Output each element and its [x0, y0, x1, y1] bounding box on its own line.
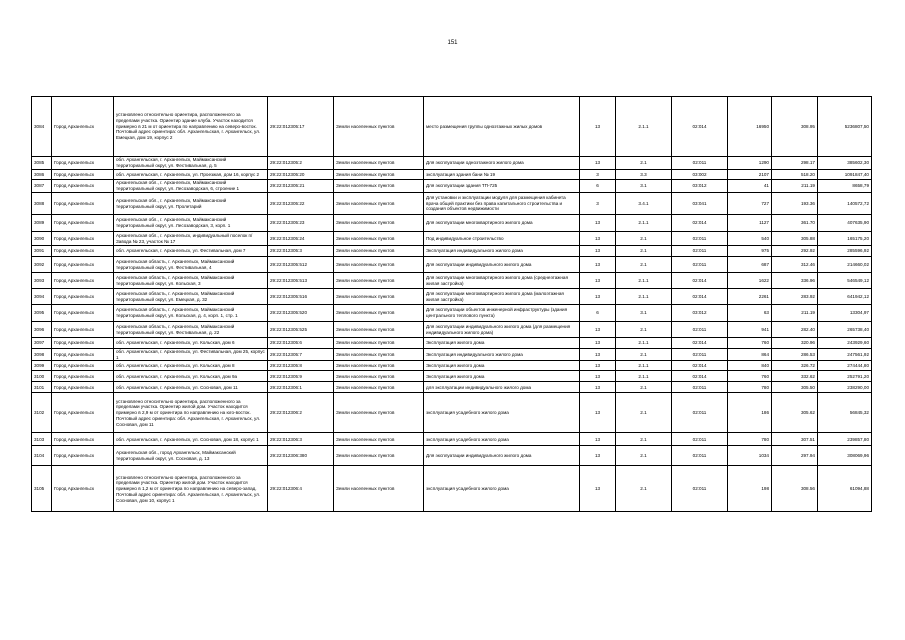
row-number: 3102	[32, 393, 52, 433]
table-row	[32, 170, 872, 180]
row-group-code: 13	[580, 361, 616, 371]
row-area: 760	[728, 338, 772, 349]
row-cadastral-number: 29:22:012305:21	[268, 180, 334, 193]
row-group-code: 3	[580, 193, 616, 215]
row-specific-value: 211.19	[772, 180, 818, 193]
row-area: 941	[728, 322, 772, 338]
row-municipality: Город Архангельск	[52, 361, 114, 371]
row-specific-value: 282.40	[772, 322, 818, 338]
row-area: 1622	[728, 273, 772, 289]
row-use-code: 2.1	[616, 466, 672, 512]
row-cadastral-number: 29:22:012305:8	[268, 361, 334, 371]
row-use-code: 2.1.1	[616, 273, 672, 289]
row-cadastral-number: 29:22:012305:9	[268, 371, 334, 382]
row-number: 3095	[32, 305, 52, 322]
row-municipality: Город Архангельск	[52, 305, 114, 322]
row-permitted-use: Для эксплуатации здания ТП-725	[424, 180, 580, 193]
row-specific-value: 336.96	[772, 273, 818, 289]
row-municipality: Город Архангельск	[52, 170, 114, 180]
row-address: обл. Архангельская, г. Архангельск, ул. Проезжая, дом 16, корпус 2	[114, 170, 268, 180]
row-use-code: 2.1	[616, 246, 672, 257]
row-number: 3091	[32, 246, 52, 257]
row-group-code: 13	[580, 246, 616, 257]
row-municipality: Город Архангельск	[52, 466, 114, 512]
row-cadastral-value: 214660,02	[818, 257, 872, 273]
row-use-code: 3.3	[616, 170, 672, 180]
row-subgroup-code: 02:014	[672, 361, 728, 371]
row-land-category: Земли населенных пунктов	[334, 170, 424, 180]
row-permitted-use: Эксплуатация жилого дома	[424, 338, 580, 349]
row-land-category: Земли населенных пунктов	[334, 382, 424, 393]
row-specific-value: 286.53	[772, 349, 818, 361]
row-cadastral-number: 29:22:012306:380	[268, 446, 334, 466]
row-use-code: 2.1.1	[616, 371, 672, 382]
table-row	[32, 97, 872, 157]
row-group-code: 13	[580, 433, 616, 446]
row-municipality: Город Архангельск	[52, 433, 114, 446]
row-specific-value: 193.36	[772, 193, 818, 215]
row-cadastral-value: 140572,72	[818, 193, 872, 215]
row-cadastral-number: 29:22:012305:6	[268, 338, 334, 349]
row-group-code: 6	[580, 180, 616, 193]
table-row	[32, 257, 872, 273]
row-group-code: 6	[580, 305, 616, 322]
row-cadastral-value: 265738,40	[818, 322, 872, 338]
row-area: 1290	[728, 157, 772, 170]
row-subgroup-code: 02:011	[672, 433, 728, 446]
row-subgroup-code: 02:011	[672, 349, 728, 361]
table-row	[32, 246, 872, 257]
row-use-code: 2.1	[616, 257, 672, 273]
row-group-code: 13	[580, 393, 616, 433]
row-permitted-use: Для эксплуатации индивидуального жилого дома	[424, 446, 580, 466]
row-municipality: Город Архангельск	[52, 257, 114, 273]
table-row	[32, 393, 872, 433]
row-group-code: 13	[580, 97, 616, 157]
row-cadastral-number: 29:22:012305:20	[268, 170, 334, 180]
row-subgroup-code: 02:014	[672, 338, 728, 349]
row-cadastral-value: 285596,92	[818, 246, 872, 257]
table-row	[32, 305, 872, 322]
row-cadastral-value: 8658,79	[818, 180, 872, 193]
row-area: 1034	[728, 446, 772, 466]
row-use-code: 2.1	[616, 322, 672, 338]
row-number: 3100	[32, 371, 52, 382]
row-use-code: 3.1	[616, 180, 672, 193]
row-land-category: Земли населенных пунктов	[334, 393, 424, 433]
row-address: Архангельская обл., г. Архангельск, Маймаксанский территориальный округ, ул. Пролетарий	[114, 193, 268, 215]
row-address: Архангельская область, г. Архангельск, Маймаксанский территориальный округ, ул. Емецкая, д. 32	[114, 289, 268, 305]
row-subgroup-code: 02:014	[672, 273, 728, 289]
row-address: Архангельская обл., г. Архангельск, индивидуальный поселок п/Завода № 23, участок № 17	[114, 232, 268, 246]
row-municipality: Город Архангельск	[52, 393, 114, 433]
row-address: обл. Архангельская, г. Архангельск, Маймаксанский территориальный округ, ул. Фестивальная, д. 5	[114, 157, 268, 170]
row-specific-value: 320.96	[772, 338, 818, 349]
row-address: Архангельская область, г. Архангельск, Маймаксанский территориальный округ, ул. Фестивальная, д. 22	[114, 322, 268, 338]
row-subgroup-code: 02:014	[672, 215, 728, 232]
row-area: 1127	[728, 215, 772, 232]
page-number: 151	[447, 40, 458, 46]
row-use-code: 2.1	[616, 446, 672, 466]
row-permitted-use: Для эксплуатации одноэтажного жилого дома	[424, 157, 580, 170]
table-row	[32, 157, 872, 170]
row-permitted-use: эксплуатация усадебного жилого дома	[424, 466, 580, 512]
row-cadastral-value: 165175,20	[818, 232, 872, 246]
row-subgroup-code: 02:011	[672, 257, 728, 273]
row-address: обл. Архангельская, г. Архангельск, ул. Кольская, дом 9а	[114, 371, 268, 382]
cadastral-value-table	[31, 96, 872, 512]
row-subgroup-code: 02:014	[672, 97, 728, 157]
row-land-category: Земли населенных пунктов	[334, 322, 424, 338]
row-use-code: 2.1	[616, 157, 672, 170]
row-municipality: Город Архангельск	[52, 338, 114, 349]
row-land-category: Земли населенных пунктов	[334, 246, 424, 257]
row-group-code: 13	[580, 349, 616, 361]
row-specific-value: 308.56	[772, 466, 818, 512]
row-specific-value: 297.94	[772, 446, 818, 466]
row-permitted-use: Эксплуатация индивидуального жилого дома	[424, 246, 580, 257]
row-area: 198	[728, 466, 772, 512]
row-area: 780	[728, 433, 772, 446]
row-subgroup-code: 02:011	[672, 322, 728, 338]
row-cadastral-value: 238290,00	[818, 382, 872, 393]
table-row	[32, 446, 872, 466]
row-cadastral-value: 5236807,50	[818, 97, 872, 157]
table-row	[32, 215, 872, 232]
row-number: 3105	[32, 466, 52, 512]
row-municipality: Город Архангельск	[52, 322, 114, 338]
row-subgroup-code: 02:011	[672, 446, 728, 466]
row-subgroup-code: 02:011	[672, 393, 728, 433]
row-cadastral-value: 641942,12	[818, 289, 872, 305]
table-row	[32, 322, 872, 338]
row-specific-value: 305.50	[772, 382, 818, 393]
table-row	[32, 180, 872, 193]
row-use-code: 2.1	[616, 433, 672, 446]
row-permitted-use: для эксплуатации индивидуального жилого дома	[424, 382, 580, 393]
row-group-code: 13	[580, 257, 616, 273]
row-permitted-use: Для эксплуатации объектов инженерной инфраструктуры (здания центрального теплового пункта)	[424, 305, 580, 322]
row-cadastral-number: 29:22:012306:2	[268, 393, 334, 433]
row-land-category: Земли населенных пунктов	[334, 433, 424, 446]
table-row	[32, 371, 872, 382]
row-area: 16950	[728, 97, 772, 157]
row-cadastral-number: 29:22:012305:17	[268, 97, 334, 157]
row-permitted-use: Эксплуатация жилого дома	[424, 361, 580, 371]
row-cadastral-number: 29:22:012305:24	[268, 232, 334, 246]
row-specific-value: 518.20	[772, 170, 818, 180]
table-row	[32, 361, 872, 371]
table-row	[32, 338, 872, 349]
row-address: установлено относительно ориентира, расположенного за пределами участка. Ориентир здание клуба. Участок находится примерно в 21 м от ориентира по направлению на северо-восток. Почтовый адрес ориентира: обл. Архангельская, г. Архангельск, ул. Емецкая, дом 19, корпус 2	[114, 97, 268, 157]
row-address: установлено относительно ориентира, расположенного за пределами участка. Ориентир жилой дом. Участок находится примерно в 2,9 м от ориентира по направлению на юго-восток. Почтовый адрес ориентира: обл. Архангельская, г. Архангельск, ул. Сосновая, дом 11	[114, 393, 268, 433]
row-area: 727	[728, 193, 772, 215]
row-cadastral-number: 29:22:012305:520	[268, 305, 334, 322]
row-subgroup-code: 02:011	[672, 157, 728, 170]
row-land-category: Земли населенных пунктов	[334, 305, 424, 322]
row-area: 687	[728, 257, 772, 273]
row-land-category: Земли населенных пунктов	[334, 349, 424, 361]
row-specific-value: 308.95	[772, 97, 818, 157]
row-land-category: Земли населенных пунктов	[334, 193, 424, 215]
row-municipality: Город Архангельск	[52, 382, 114, 393]
row-group-code: 13	[580, 322, 616, 338]
row-land-category: Земли населенных пунктов	[334, 232, 424, 246]
row-address: Архангельская область, г. Архангельск, Маймаксанский территориальный округ, ул. Фестивальная, 4	[114, 257, 268, 273]
row-cadastral-value: 247561,92	[818, 349, 872, 361]
row-cadastral-value: 239857,80	[818, 433, 872, 446]
row-group-code: 3	[580, 170, 616, 180]
row-land-category: Земли населенных пунктов	[334, 338, 424, 349]
row-land-category: Земли населенных пунктов	[334, 215, 424, 232]
row-cadastral-number: 29:22:012305:513	[268, 273, 334, 289]
row-cadastral-value: 308069,96	[818, 446, 872, 466]
row-cadastral-value: 56845,32	[818, 393, 872, 433]
row-area: 840	[728, 361, 772, 371]
row-group-code: 13	[580, 273, 616, 289]
row-cadastral-value: 61094,88	[818, 466, 872, 512]
row-address: обл. Архангельская, г. Архангельск, ул. Сосновая, дом 11	[114, 382, 268, 393]
row-group-code: 13	[580, 466, 616, 512]
row-address: обл. Архангельская, г. Архангельск, ул. Кольская, дом 6	[114, 338, 268, 349]
row-number: 3098	[32, 349, 52, 361]
row-area: 975	[728, 246, 772, 257]
row-cadastral-number: 29:22:012305:516	[268, 289, 334, 305]
row-land-category: Земли населенных пунктов	[334, 289, 424, 305]
row-specific-value: 305.62	[772, 393, 818, 433]
row-permitted-use: Для эксплуатации индивидуального жилого дома	[424, 257, 580, 273]
row-subgroup-code: 02:011	[672, 466, 728, 512]
row-specific-value: 326.72	[772, 361, 818, 371]
row-address: обл. Архангельская, г. Архангельск, ул. Сосновая, дом 18, корпус 1	[114, 433, 268, 446]
row-address: обл. Архангельская, г. Архангельск, ул. Кольская, дом 8	[114, 361, 268, 371]
row-group-code: 13	[580, 289, 616, 305]
row-cadastral-number: 29:22:012305:7	[268, 349, 334, 361]
row-number: 3086	[32, 170, 52, 180]
row-number: 3096	[32, 322, 52, 338]
row-group-code: 13	[580, 446, 616, 466]
row-permitted-use: эксплуатация усадебного жилого дома	[424, 433, 580, 446]
row-cadastral-value: 1091847,40	[818, 170, 872, 180]
row-municipality: Город Архангельск	[52, 193, 114, 215]
row-group-code: 13	[580, 338, 616, 349]
row-group-code: 13	[580, 157, 616, 170]
row-area: 186	[728, 393, 772, 433]
row-address: Архангельская обл., г. Архангельск, Маймаксанский территориальный округ, ул. Лесозаводская, 6, строение 1	[114, 180, 268, 193]
row-number: 3097	[32, 338, 52, 349]
table-row	[32, 193, 872, 215]
row-group-code: 13	[580, 215, 616, 232]
row-number: 3084	[32, 97, 52, 157]
row-number: 3090	[32, 232, 52, 246]
row-number: 3093	[32, 273, 52, 289]
row-permitted-use: Для эксплуатации индивидуального жилого дома (для размещения индивидуального жилого дома)	[424, 322, 580, 338]
row-subgroup-code: 02:011	[672, 246, 728, 257]
row-municipality: Город Архангельск	[52, 371, 114, 382]
row-specific-value: 312.46	[772, 257, 818, 273]
row-address: обл. Архангельская, г. Архангельск, ул. Фестивальная, дом 25, корпус 1	[114, 349, 268, 361]
row-cadastral-number: 29:22:012305:525	[268, 322, 334, 338]
row-land-category: Земли населенных пунктов	[334, 361, 424, 371]
row-land-category: Земли населенных пунктов	[334, 273, 424, 289]
row-cadastral-value: 274444,80	[818, 361, 872, 371]
table-row	[32, 382, 872, 393]
row-number: 3092	[32, 257, 52, 273]
row-area: 2107	[728, 170, 772, 180]
row-use-code: 2.1.1	[616, 289, 672, 305]
row-permitted-use: Под индивидуальное строительство	[424, 232, 580, 246]
row-land-category: Земли населенных пунктов	[334, 446, 424, 466]
row-subgroup-code: 02:014	[672, 371, 728, 382]
row-municipality: Город Архангельск	[52, 246, 114, 257]
row-land-category: Земли населенных пунктов	[334, 257, 424, 273]
row-cadastral-number: 29:22:012306:1	[268, 382, 334, 393]
table-row	[32, 349, 872, 361]
row-use-code: 3.1	[616, 305, 672, 322]
row-cadastral-value: 385602,30	[818, 157, 872, 170]
row-use-code: 2.1	[616, 349, 672, 361]
table-row	[32, 433, 872, 446]
row-address: установлено относительно ориентира, расположенного за пределами участка. Ориентир жилой дом. Участок находится примерно в 1,2 м от ориентира по направлению на северо-запад. Почтовый адрес ориентира: обл. Архангельская, г. Архангельск, ул. Сосновая, дом 10, корпус 1	[114, 466, 268, 512]
row-permitted-use: Для эксплуатации многоквартирного жилого дома (среднеэтажная жилая застройка)	[424, 273, 580, 289]
row-use-code: 2.1.1	[616, 338, 672, 349]
row-address: Архангельская область, г. Архангельск, Маймаксанский территориальный округ, ул. Кольская, 3	[114, 273, 268, 289]
table-row	[32, 273, 872, 289]
row-group-code: 13	[580, 371, 616, 382]
row-area: 41	[728, 180, 772, 193]
table-row	[32, 466, 872, 512]
row-number: 3099	[32, 361, 52, 371]
row-land-category: Земли населенных пунктов	[334, 157, 424, 170]
row-address: Архангельская обл., г. Архангельск, Маймаксанский территориальный округ, ул. Лесозаводская, 3, корп. 1	[114, 215, 268, 232]
row-municipality: Город Архангельск	[52, 215, 114, 232]
row-cadastral-number: 29:22:012305:3	[268, 246, 334, 257]
row-number: 3089	[32, 215, 52, 232]
row-permitted-use: Для эксплуатации многоквартирного жилого дома (малоэтажная жилая застройка)	[424, 289, 580, 305]
row-use-code: 2.1.1	[616, 361, 672, 371]
row-specific-value: 283.92	[772, 289, 818, 305]
row-permitted-use: место размещения группы одноэтажных жилых домов	[424, 97, 580, 157]
row-permitted-use: эксплуатация здания бани № 19	[424, 170, 580, 180]
row-number: 3087	[32, 180, 52, 193]
row-land-category: Земли населенных пунктов	[334, 466, 424, 512]
row-specific-value: 298.17	[772, 157, 818, 170]
row-area: 2261	[728, 289, 772, 305]
row-permitted-use: Эксплуатация жилого дома	[424, 371, 580, 382]
table-row	[32, 289, 872, 305]
row-area: 780	[728, 382, 772, 393]
row-municipality: Город Архангельск	[52, 273, 114, 289]
row-cadastral-number: 29:22:012305:22	[268, 193, 334, 215]
row-area: 63	[728, 305, 772, 322]
row-permitted-use: Для эксплуатации многоквартирного жилого дома	[424, 215, 580, 232]
row-address: обл. Архангельская, г. Архангельск, ул. Фестивальная, дом 7	[114, 246, 268, 257]
row-specific-value: 292.92	[772, 246, 818, 257]
row-specific-value: 361.70	[772, 215, 818, 232]
row-permitted-use: эксплуатация усадебного жилого дома	[424, 393, 580, 433]
row-subgroup-code: 02:014	[672, 289, 728, 305]
row-municipality: Город Архангельск	[52, 157, 114, 170]
row-permitted-use: Для установки и эксплуатации модуля для размещения кабинета врача общей практики без права капитального строительства и создания объектов недвижимости	[424, 193, 580, 215]
row-area: 540	[728, 232, 772, 246]
row-municipality: Город Архангельск	[52, 349, 114, 361]
row-permitted-use: Эксплуатация индивидуального жилого дома	[424, 349, 580, 361]
row-municipality: Город Архангельск	[52, 446, 114, 466]
row-cadastral-value: 243929,60	[818, 338, 872, 349]
row-use-code: 2.1.1	[616, 215, 672, 232]
row-specific-value: 305.88	[772, 232, 818, 246]
row-subgroup-code: 03:012	[672, 180, 728, 193]
row-cadastral-number: 29:22:012306:4	[268, 466, 334, 512]
row-address: Архангельская область, г. Архангельск, Маймаксанский территориальный округ, ул. Кольская, д. 4, корп. 1, стр. 1	[114, 305, 268, 322]
row-municipality: Город Архангельск	[52, 180, 114, 193]
row-use-code: 2.1	[616, 393, 672, 433]
row-specific-value: 332.62	[772, 371, 818, 382]
row-number: 3088	[32, 193, 52, 215]
row-specific-value: 211.19	[772, 305, 818, 322]
row-subgroup-code: 02:011	[672, 232, 728, 246]
row-area: 864	[728, 349, 772, 361]
table-row	[32, 232, 872, 246]
row-cadastral-number: 29:22:012305:23	[268, 215, 334, 232]
row-subgroup-code: 03:041	[672, 193, 728, 215]
row-cadastral-value: 407635,90	[818, 215, 872, 232]
row-use-code: 2.1.1	[616, 97, 672, 157]
row-municipality: Город Архангельск	[52, 289, 114, 305]
row-use-code: 3.4.1	[616, 193, 672, 215]
row-number: 3104	[32, 446, 52, 466]
row-group-code: 13	[580, 382, 616, 393]
row-cadastral-value: 13304,97	[818, 305, 872, 322]
row-cadastral-number: 29:22:012305:512	[268, 257, 334, 273]
row-subgroup-code: 03:012	[672, 305, 728, 322]
row-municipality: Город Архангельск	[52, 232, 114, 246]
row-group-code: 13	[580, 232, 616, 246]
row-area: 760	[728, 371, 772, 382]
row-cadastral-number: 29:22:012305:2	[268, 157, 334, 170]
row-land-category: Земли населенных пунктов	[334, 97, 424, 157]
row-number: 3094	[32, 289, 52, 305]
row-specific-value: 307.51	[772, 433, 818, 446]
row-number: 3103	[32, 433, 52, 446]
row-land-category: Земли населенных пунктов	[334, 371, 424, 382]
row-number: 3085	[32, 157, 52, 170]
row-cadastral-value: 252791,20	[818, 371, 872, 382]
row-cadastral-number: 29:22:012306:3	[268, 433, 334, 446]
row-land-category: Земли населенных пунктов	[334, 180, 424, 193]
row-municipality: Город Архангельск	[52, 97, 114, 157]
row-number: 3101	[32, 382, 52, 393]
row-address: Архангельская обл., город Архангельск, Маймаксанский территориальный округ, ул. Сосновая, д. 13	[114, 446, 268, 466]
row-subgroup-code: 03:002	[672, 170, 728, 180]
row-use-code: 2.1	[616, 382, 672, 393]
row-subgroup-code: 02:011	[672, 382, 728, 393]
row-use-code: 2.1	[616, 232, 672, 246]
row-cadastral-value: 546549,12	[818, 273, 872, 289]
